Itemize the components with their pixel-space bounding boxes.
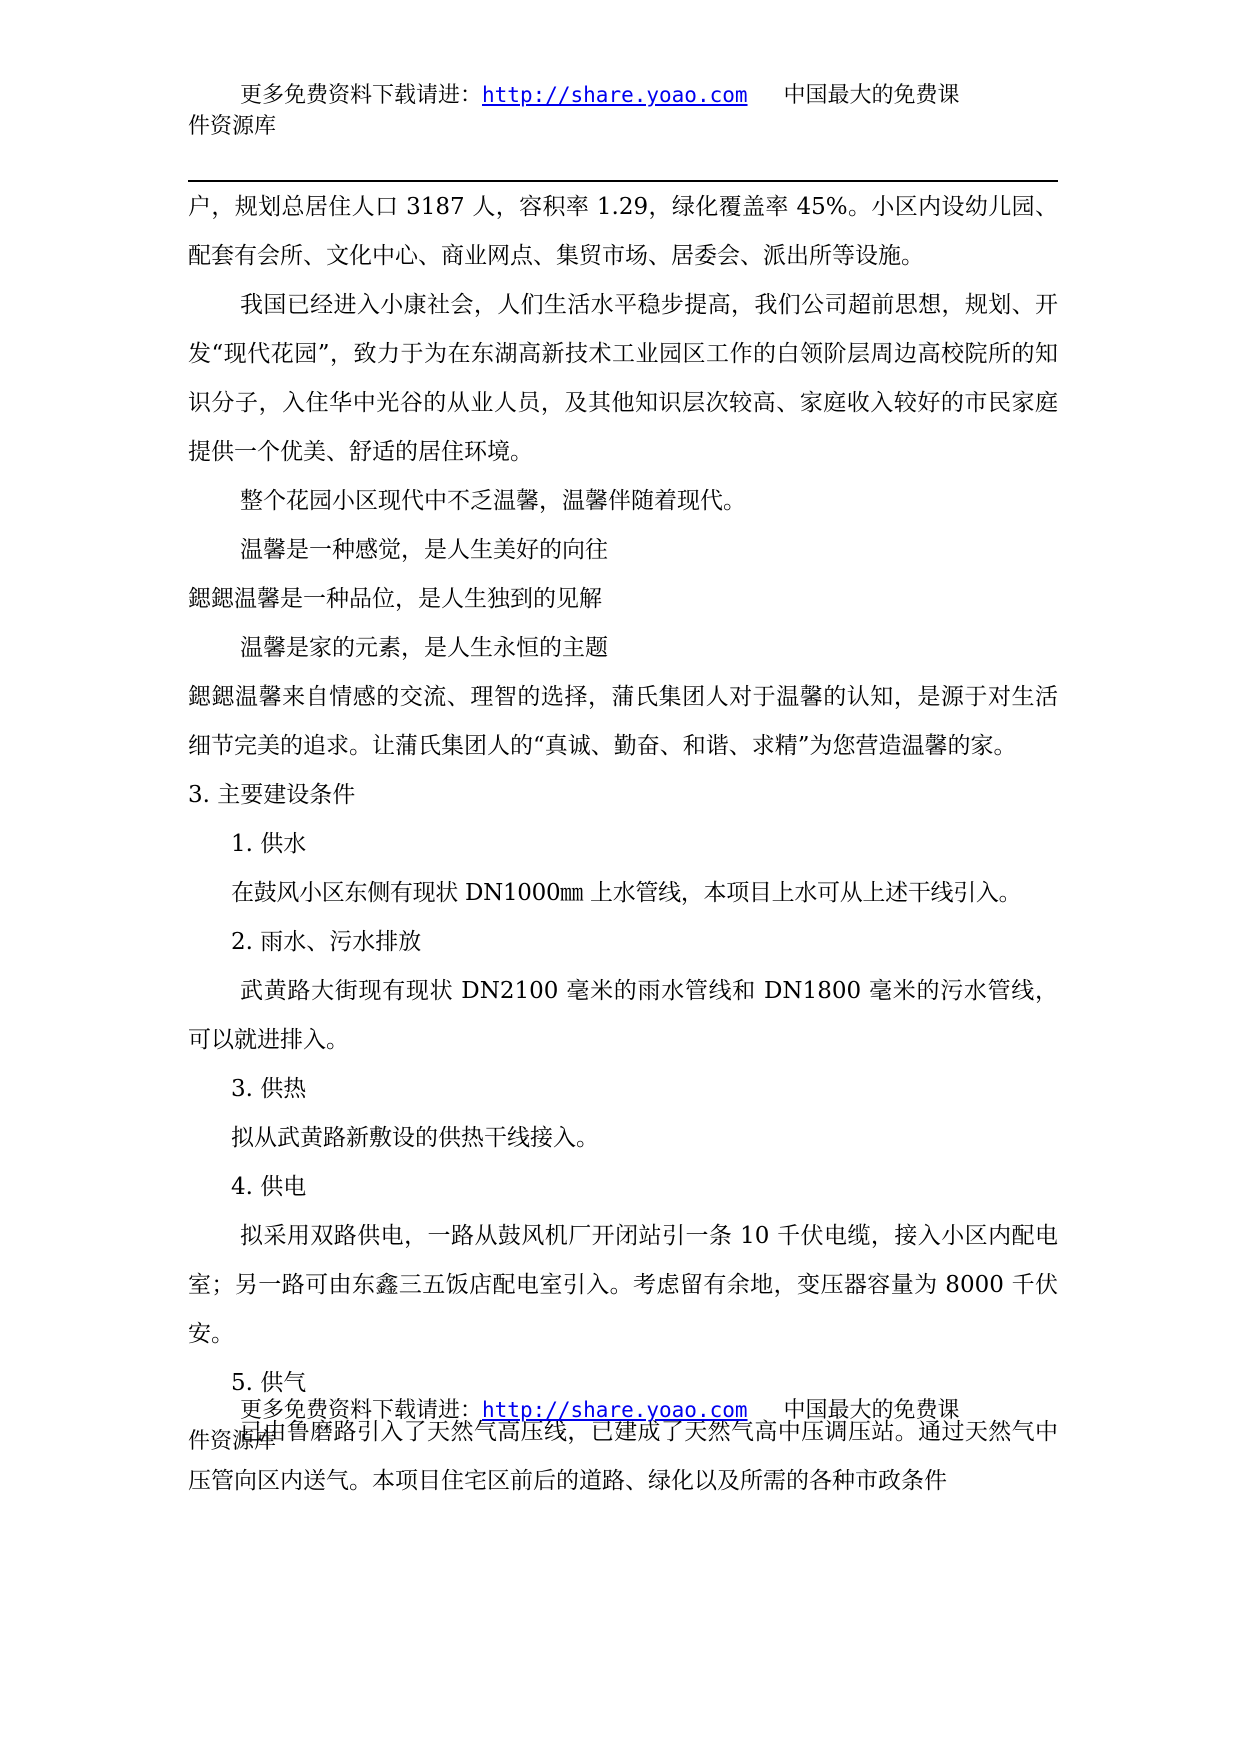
- footer-line: [188, 1395, 1058, 1426]
- header-line: [188, 80, 1058, 111]
- list-item-label: 3. 供热: [231, 1076, 307, 1102]
- paragraph: 我国已经进入小康社会，人们生活水平稳步提高，我们公司超前思想，规划、开发“现代花园”，致力于为在东湖高新技术工业园区工作的白领阶层周边高校院所的知识分子，入住华中光谷的从业人员，及其他知识层次较高、家庭收入较好的市民家庭提供一个优美、舒适的居住环境。: [188, 292, 1058, 465]
- header-divider: [188, 180, 1058, 182]
- list-item-label: 1. 供水: [231, 831, 307, 857]
- header-suffix: 中国最大的免费课: [783, 83, 960, 108]
- paragraph: 整个花园小区现代中不乏温馨，温馨伴随着现代。: [240, 488, 746, 514]
- list-item-label: 4. 供电: [231, 1174, 307, 1200]
- list-item-label: 5. 供气: [231, 1370, 307, 1396]
- footer-prefix: 更多免费资料下载请进：: [240, 1398, 483, 1423]
- header-link[interactable]: http://share.yoao.com: [482, 83, 748, 107]
- header-prefix: 更多免费资料下载请进：: [240, 83, 483, 108]
- document-body: [188, 183, 1058, 1506]
- section-heading: 3. 主要建设条件: [188, 782, 356, 808]
- page-header: [188, 80, 1058, 142]
- page-footer: [188, 1395, 1058, 1457]
- list-item-text: 拟从武黄路新敷设的供热干线接入。: [231, 1125, 599, 1151]
- paragraph: 温馨是一种感觉，是人生美好的向往: [240, 537, 608, 563]
- footer-line-2: 件资源库: [188, 1429, 277, 1454]
- list-item-text: 已由鲁磨路引入了天然气高压线，已建成了天然气高中压调压站。通过天然气中压管向区内送气。本项目住宅区前后的道路、绿化以及所需的各种市政条件: [188, 1419, 1058, 1494]
- list-item-label: 2. 雨水、污水排放: [231, 929, 422, 955]
- footer-suffix: 中国最大的免费课: [783, 1398, 960, 1423]
- list-item-text: 武黄路大街现有现状 DN2100 毫米的雨水管线和 DN1800 毫米的污水管线，可以就进排入。: [188, 978, 1058, 1053]
- footer-link[interactable]: http://share.yoao.com: [482, 1398, 748, 1422]
- paragraph: 温馨是家的元素，是人生永恒的主题: [240, 635, 608, 661]
- list-item-text: 在鼓风小区东侧有现状 DN1000㎜ 上水管线，本项目上水可从上述干线引入。: [231, 880, 1022, 906]
- paragraph: 鍶鍶温馨是一种品位，是人生独到的见解: [188, 586, 602, 612]
- paragraph: 户，规划总居住人口 3187 人，容积率 1.29，绿化覆盖率 45%。小区内设幼儿园、配套有会所、文化中心、商业网点、集贸市场、居委会、派出所等设施。: [188, 194, 1058, 269]
- paragraph: 鍶鍶温馨来自情感的交流、理智的选择，蒲氏集团人对于温馨的认知，是源于对生活细节完美的追求。让蒲氏集团人的“真诚、勤奋、和谐、求精”为您营造温馨的家。: [188, 684, 1058, 759]
- header-line-2: 件资源库: [188, 114, 277, 139]
- list-item-text: 拟采用双路供电，一路从鼓风机厂开闭站引一条 10 千伏电缆，接入小区内配电室；另一路可由东鑫三五饭店配电室引入。考虑留有余地，变压器容量为 8000 千伏安。: [188, 1223, 1058, 1347]
